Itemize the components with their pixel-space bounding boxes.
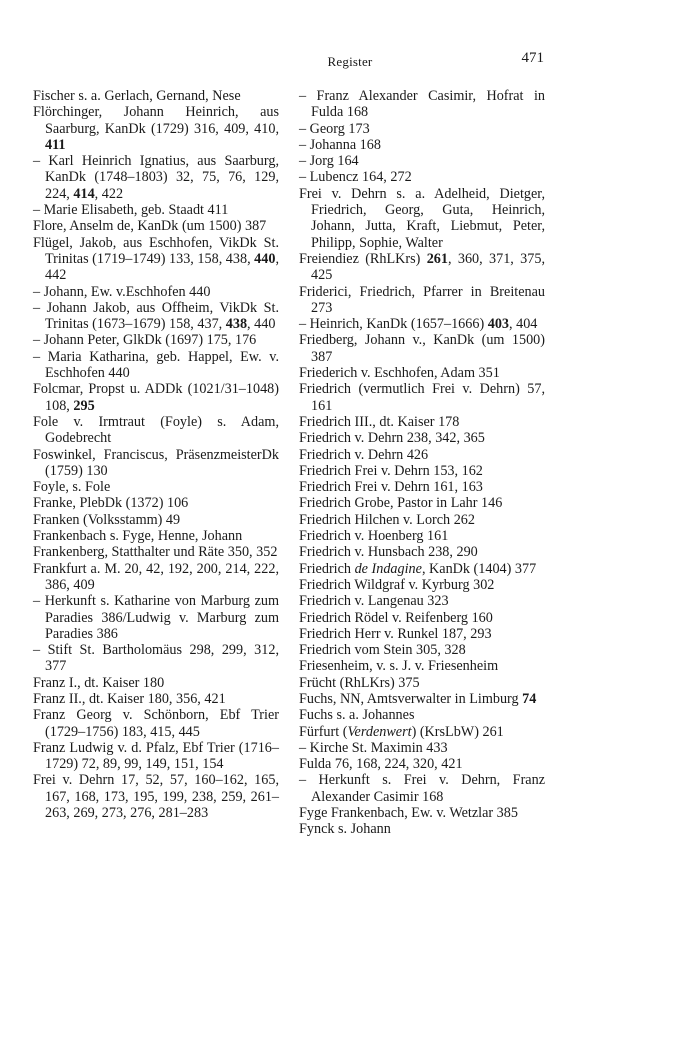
entry-text: – Franz Alexander Casimir, Hofrat in Fulda 168: [299, 88, 545, 121]
index-entry: [33, 642, 279, 675]
index-entry: [33, 381, 279, 414]
entry-text: Folcmar, Propst u. ADDk (1021/31–1048) 108,: [33, 381, 279, 414]
index-entry: [299, 691, 545, 707]
index-entry: [299, 495, 545, 511]
entry-text: , 440: [247, 316, 276, 333]
index-entry: [299, 756, 545, 772]
index-entry: [33, 235, 279, 284]
entry-text: Friedrich III., dt. Kaiser 178: [299, 413, 460, 430]
index-entry: [299, 805, 545, 821]
index-entry: [33, 479, 279, 495]
entry-text: Friedrich Rödel v. Reifenberg 160: [299, 609, 493, 626]
italic-term: de Indagine: [354, 560, 422, 577]
entry-text: – Jorg 164: [299, 153, 359, 170]
index-entry: [299, 626, 545, 642]
bold-page-ref: 74: [522, 690, 537, 707]
index-entry: [299, 658, 545, 674]
index-entry: [299, 544, 545, 560]
entry-text: Friedrich Herr v. Runkel 187, 293: [299, 625, 492, 642]
index-entry: [33, 740, 279, 773]
entry-text: – Georg 173: [299, 120, 370, 137]
entry-text: Frankfurt a. M. 20, 42, 192, 200, 214, 222, 386, 409: [33, 560, 279, 593]
entry-text: Flörchinger, Johann Heinrich, aus Saarburg, KanDk (1729) 316, 409, 410,: [33, 104, 279, 137]
index-entry: [33, 88, 279, 104]
entry-text: Friedrich Hilchen v. Lorch 262: [299, 511, 475, 528]
index-entry: [33, 202, 279, 218]
index-entry: [299, 153, 545, 169]
index-column-right: [299, 88, 545, 838]
index-entry: [299, 610, 545, 626]
entry-text: – Herkunft s. Frei v. Dehrn, Franz Alexander Casimir 168: [299, 772, 545, 805]
index-entry: [299, 512, 545, 528]
entry-text: Friedrich Grobe, Pastor in Lahr 146: [299, 495, 503, 512]
index-entry: [299, 430, 545, 446]
index-entry: [33, 528, 279, 544]
entry-text: – Johann Peter, GlkDk (1697) 175, 176: [33, 332, 257, 349]
entry-text: Franz Ludwig v. d. Pfalz, Ebf Trier (1716–1729) 72, 89, 99, 149, 151, 154: [33, 739, 279, 773]
index-entry: [299, 772, 545, 805]
entry-text: Franz II., dt. Kaiser 180, 356, 421: [33, 690, 226, 707]
index-entry: [299, 675, 545, 691]
index-entry: [33, 332, 279, 348]
entry-text: Friedrich v. Hunsbach 238, 290: [299, 544, 478, 561]
entry-text: Foswinkel, Franciscus, PräsenzmeisterDk (1759) 130: [33, 446, 279, 479]
entry-text: Fischer s. a. Gerlach, Gernand, Nese: [33, 88, 241, 104]
entry-text: Fynck s. Johann: [299, 821, 391, 838]
entry-text: Frücht (RhLKrs) 375: [299, 674, 420, 691]
index-entry: [299, 528, 545, 544]
index-entry: [299, 561, 545, 577]
entry-text: Frei v. Dehrn 17, 52, 57, 160–162, 165, 167, 168, 173, 195, 199, 238, 259, 261–263, 269, 273, 276, 281–283: [33, 772, 279, 822]
entry-text: , 360, 371, 375, 425: [311, 250, 545, 284]
entry-text: Franken (Volksstamm) 49: [33, 511, 181, 528]
entry-text: Friedrich v. Dehrn 238, 342, 365: [299, 430, 485, 447]
bold-page-ref: 440: [254, 250, 276, 267]
entry-text: – Johann Jakob, aus Offheim, VikDk St. Trinitas (1673–1679) 158, 437,: [33, 299, 279, 333]
index-entry: [299, 707, 545, 723]
entry-text: Friedrich (vermutlich Frei v. Dehrn) 57, 161: [299, 381, 545, 414]
index-entry: [33, 691, 279, 707]
index-entry: [299, 169, 545, 185]
entry-text: Frankenbach s. Fyge, Henne, Johann: [33, 528, 243, 545]
index-entry: [299, 88, 545, 121]
bold-page-ref: 261: [426, 250, 448, 267]
index-entry: [299, 251, 545, 284]
entry-text: Friedrich: [299, 560, 355, 577]
entry-text: Flügel, Jakob, aus Eschhofen, VikDk St. Trinitas (1719–1749) 133, 158, 438,: [33, 234, 279, 267]
index-entry: [299, 137, 545, 153]
entry-text: Friedrich vom Stein 305, 328: [299, 642, 466, 659]
index-entry: [299, 381, 545, 414]
index-entry: [33, 104, 279, 153]
index-entry: [299, 479, 545, 495]
index-entry: [33, 495, 279, 511]
entry-text: – Johanna 168: [299, 136, 381, 153]
bold-page-ref: 295: [73, 397, 95, 414]
index-entry: [299, 593, 545, 609]
index-entry: [299, 463, 545, 479]
entry-text: – Stift St. Bartholomäus 298, 299, 312, 377: [33, 642, 279, 675]
index-entry: [33, 593, 279, 642]
index-entry: [299, 316, 545, 332]
entry-text: Franz Georg v. Schönborn, Ebf Trier (1729–1756) 183, 415, 445: [33, 707, 279, 740]
entry-text: Friedrich v. Dehrn 426: [299, 446, 429, 463]
index-entry: [33, 772, 279, 821]
entry-text: Friedberg, Johann v., KanDk (um 1500) 387: [299, 332, 545, 365]
index-entry: [33, 218, 279, 234]
entry-text: ) (KrsLbW) 261: [411, 723, 504, 740]
entry-text: – Herkunft s. Katharine von Marburg zum Paradies 386/Ludwig v. Marburg zum Paradies 386: [33, 593, 279, 642]
index-entry: [33, 707, 279, 740]
entry-text: Friedrich v. Langenau 323: [299, 593, 449, 610]
entry-text: , 442: [45, 250, 279, 284]
index-entry: [299, 186, 545, 251]
entry-text: Friderici, Friedrich, Pfarrer in Breitenau 273: [299, 283, 545, 316]
index-entry: [299, 724, 545, 740]
entry-text: – Maria Katharina, geb. Happel, Ew. v. Eschhofen 440: [33, 348, 279, 382]
index-entry: [299, 365, 545, 381]
entry-text: , KanDk (1404) 377: [421, 560, 537, 577]
index-entry: [33, 447, 279, 480]
index-entry: [33, 512, 279, 528]
index-entry: [33, 414, 279, 447]
entry-text: – Heinrich, KanDk (1657–1666): [299, 316, 488, 333]
entry-text: Fyge Frankenbach, Ew. v. Wetzlar 385: [299, 805, 518, 822]
entry-text: Franz I., dt. Kaiser 180: [33, 674, 165, 691]
entry-text: , 422: [94, 185, 124, 202]
entry-text: Flore, Anselm de, KanDk (um 1500) 387: [33, 218, 267, 235]
index-entry: [299, 284, 545, 317]
entry-text: Freiendiez (RhLKrs): [299, 250, 427, 267]
entry-text: – Johann, Ew. v.Eschhofen 440: [33, 283, 211, 300]
entry-text: Friedrich Frei v. Dehrn 153, 162: [299, 462, 483, 479]
entry-text: Friedrich Frei v. Dehrn 161, 163: [299, 479, 483, 496]
entry-text: – Lubencz 164, 272: [299, 169, 412, 186]
entry-text: Friedrich Wildgraf v. Kyrburg 302: [299, 576, 495, 593]
italic-term: Verdenwert: [347, 723, 412, 740]
page-number: 471: [521, 50, 544, 66]
index-entry: [299, 121, 545, 137]
entry-text: Foyle, s. Fole: [33, 479, 111, 496]
index-entry: [299, 642, 545, 658]
entry-text: Frankenberg, Statthalter und Räte 350, 352: [33, 544, 278, 561]
entry-text: Fuchs s. a. Johannes: [299, 707, 415, 724]
index-column-left: [33, 88, 279, 821]
index-entry: [299, 577, 545, 593]
index-entry: [33, 544, 279, 560]
index-entry: [33, 300, 279, 333]
entry-text: Fürfurt (: [299, 723, 348, 740]
bold-page-ref: 438: [225, 316, 248, 333]
index-entry: [299, 740, 545, 756]
entry-text: , 404: [509, 316, 538, 333]
entry-text: – Karl Heinrich Ignatius, aus Saarburg, KanDk (1748–1803) 32, 75, 76, 129, 224,: [33, 153, 279, 202]
index-entry: [33, 284, 279, 300]
bold-page-ref: 414: [73, 185, 95, 202]
entry-text: Franke, PlebDk (1372) 106: [33, 495, 189, 512]
entry-text: Friesenheim, v. s. J. v. Friesenheim: [299, 658, 499, 675]
entry-text: – Marie Elisabeth, geb. Staadt 411: [33, 202, 229, 219]
index-entry: [299, 332, 545, 365]
bold-page-ref: 411: [45, 136, 66, 153]
entry-text: – Kirche St. Maximin 433: [299, 739, 448, 756]
index-entry: [299, 447, 545, 463]
bold-page-ref: 403: [487, 316, 510, 333]
index-entry: [33, 349, 279, 382]
index-entry: [33, 153, 279, 202]
index-entry: [299, 414, 545, 430]
entry-text: Friedrich v. Hoenberg 161: [299, 528, 449, 545]
entry-text: Fuchs, NN, Amtsverwalter in Limburg: [299, 690, 523, 707]
entry-text: Fole v. Irmtraut (Foyle) s. Adam, Godebrecht: [33, 413, 279, 447]
entry-text: Friederich v. Eschhofen, Adam 351: [299, 365, 500, 382]
index-entry: [33, 675, 279, 691]
running-head: Register: [327, 54, 373, 69]
index-entry: [299, 821, 545, 837]
index-entry: [33, 561, 279, 594]
entry-text: Frei v. Dehrn s. a. Adelheid, Dietger, Friedrich, Georg, Guta, Heinrich, Johann, Jutta, Kraft, Liebmut, Peter, Philipp, Sophie, Walter: [299, 185, 545, 251]
entry-text: Fulda 76, 168, 224, 320, 421: [299, 756, 463, 773]
